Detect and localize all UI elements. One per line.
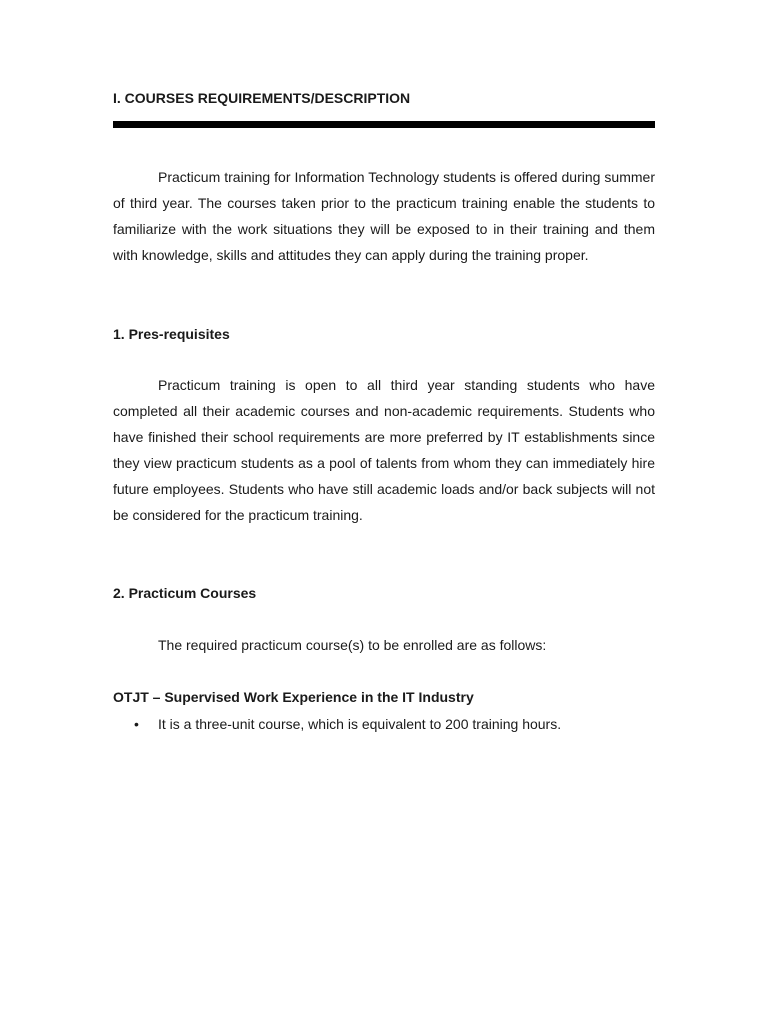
bullet-icon: • (134, 716, 139, 732)
prerequisites-paragraph: Practicum training is open to all third year standing students who have completed all their academic courses and non-academic requirements. Students who have finished their school requirements are more preferred by IT establishments since they view practicum students as a pool of talents from whom they can immediately hire future employees. Students who have still academic loads and/or back subjects will not be considered for the practicum training. (113, 377, 655, 523)
intro-paragraph: Practicum training for Information Technology students is offered during summer of third year. The courses taken prior to the practicum training enable the students to familiarize with the work situations they will be exposed to in their training and them with knowledge, skills and attitudes they can apply during the training proper. (113, 169, 655, 263)
practicum-courses-heading: 2. Practicum Courses (113, 585, 257, 601)
prerequisites-heading: 1. Pres-requisites (113, 326, 230, 342)
practicum-courses-paragraph: The required practicum course(s) to be enrolled are as follows: (158, 637, 547, 653)
course-title: OTJT – Supervised Work Experience in the IT Industry (113, 689, 474, 705)
bullet-text: It is a three-unit course, which is equivalent to 200 training hours. (158, 716, 562, 732)
section-title: I. COURSES REQUIREMENTS/DESCRIPTION (113, 90, 411, 106)
title-divider (113, 121, 655, 128)
